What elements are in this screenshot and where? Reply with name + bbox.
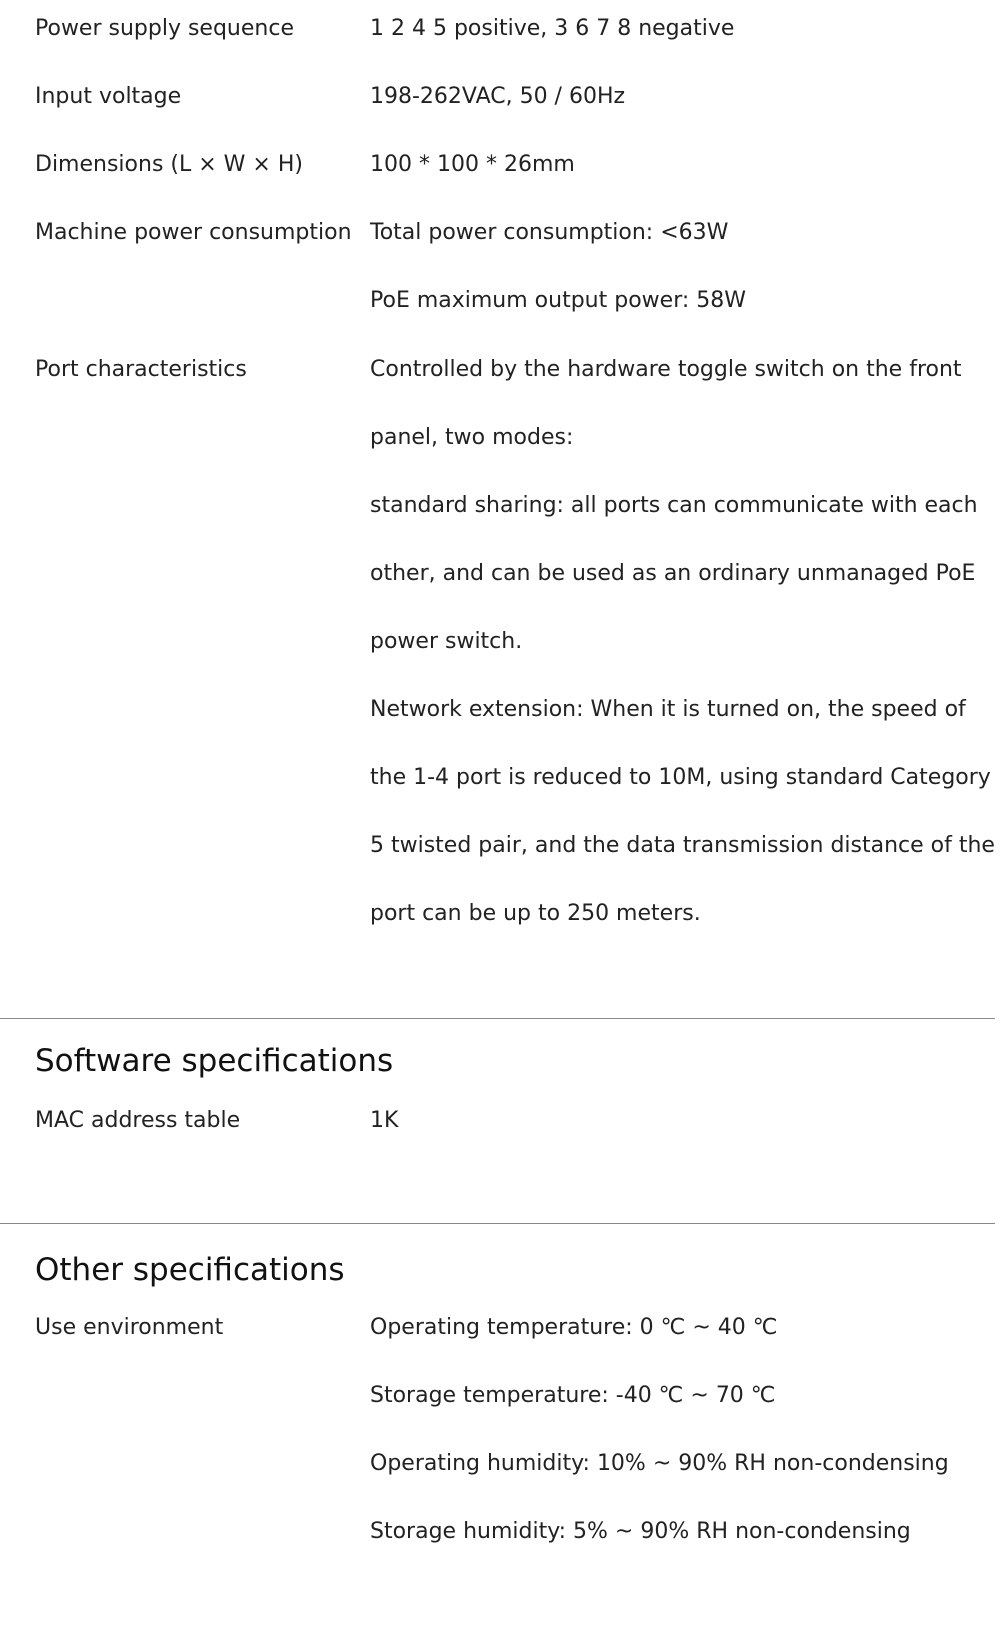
spec-label: Dimensions (L × W × H) <box>35 152 303 177</box>
spec-label: Port characteristics <box>35 357 247 382</box>
spec-value-line: the 1-4 port is reduced to 10M, using standard Category <box>370 765 991 790</box>
spec-value: 198-262VAC, 50 / 60Hz <box>370 84 626 109</box>
spec-value-line: power switch. <box>370 629 523 654</box>
spec-value: 100 * 100 * 26mm <box>370 152 575 177</box>
spec-label: MAC address table <box>35 1108 241 1133</box>
spec-value-line: Operating humidity: 10% ~ 90% RH non-condensing <box>370 1451 949 1476</box>
spec-value-line: Operating temperature: 0 ℃ ~ 40 ℃ <box>370 1315 778 1340</box>
section-divider <box>0 1018 995 1019</box>
spec-value-line: Network extension: When it is turned on, the speed of <box>370 697 966 722</box>
section-title-other: Other specifications <box>35 1252 345 1288</box>
spec-value-line: 5 twisted pair, and the data transmission distance of the <box>370 833 995 858</box>
spec-label: Input voltage <box>35 84 182 109</box>
spec-value-line: Storage temperature: -40 ℃ ~ 70 ℃ <box>370 1383 776 1408</box>
section-divider <box>0 1223 995 1224</box>
spec-value: 1 2 4 5 positive, 3 6 7 8 negative <box>370 16 735 41</box>
spec-value-line: Controlled by the hardware toggle switch on the front <box>370 357 962 382</box>
spec-value-line: Storage humidity: 5% ~ 90% RH non-condensing <box>370 1519 911 1544</box>
spec-value: 1K <box>370 1108 399 1133</box>
spec-value-line: other, and can be used as an ordinary unmanaged PoE <box>370 561 976 586</box>
spec-label: Use environment <box>35 1315 224 1340</box>
spec-value-line: standard sharing: all ports can communicate with each <box>370 493 978 518</box>
spec-value-line: panel, two modes: <box>370 425 574 450</box>
spec-label: Machine power consumption <box>35 220 352 245</box>
section-title-software: Software specifications <box>35 1043 394 1079</box>
spec-label: Power supply sequence <box>35 16 294 41</box>
spec-value: PoE maximum output power: 58W <box>370 288 746 313</box>
spec-value-line: port can be up to 250 meters. <box>370 901 701 926</box>
spec-value: Total power consumption: <63W <box>370 220 729 245</box>
